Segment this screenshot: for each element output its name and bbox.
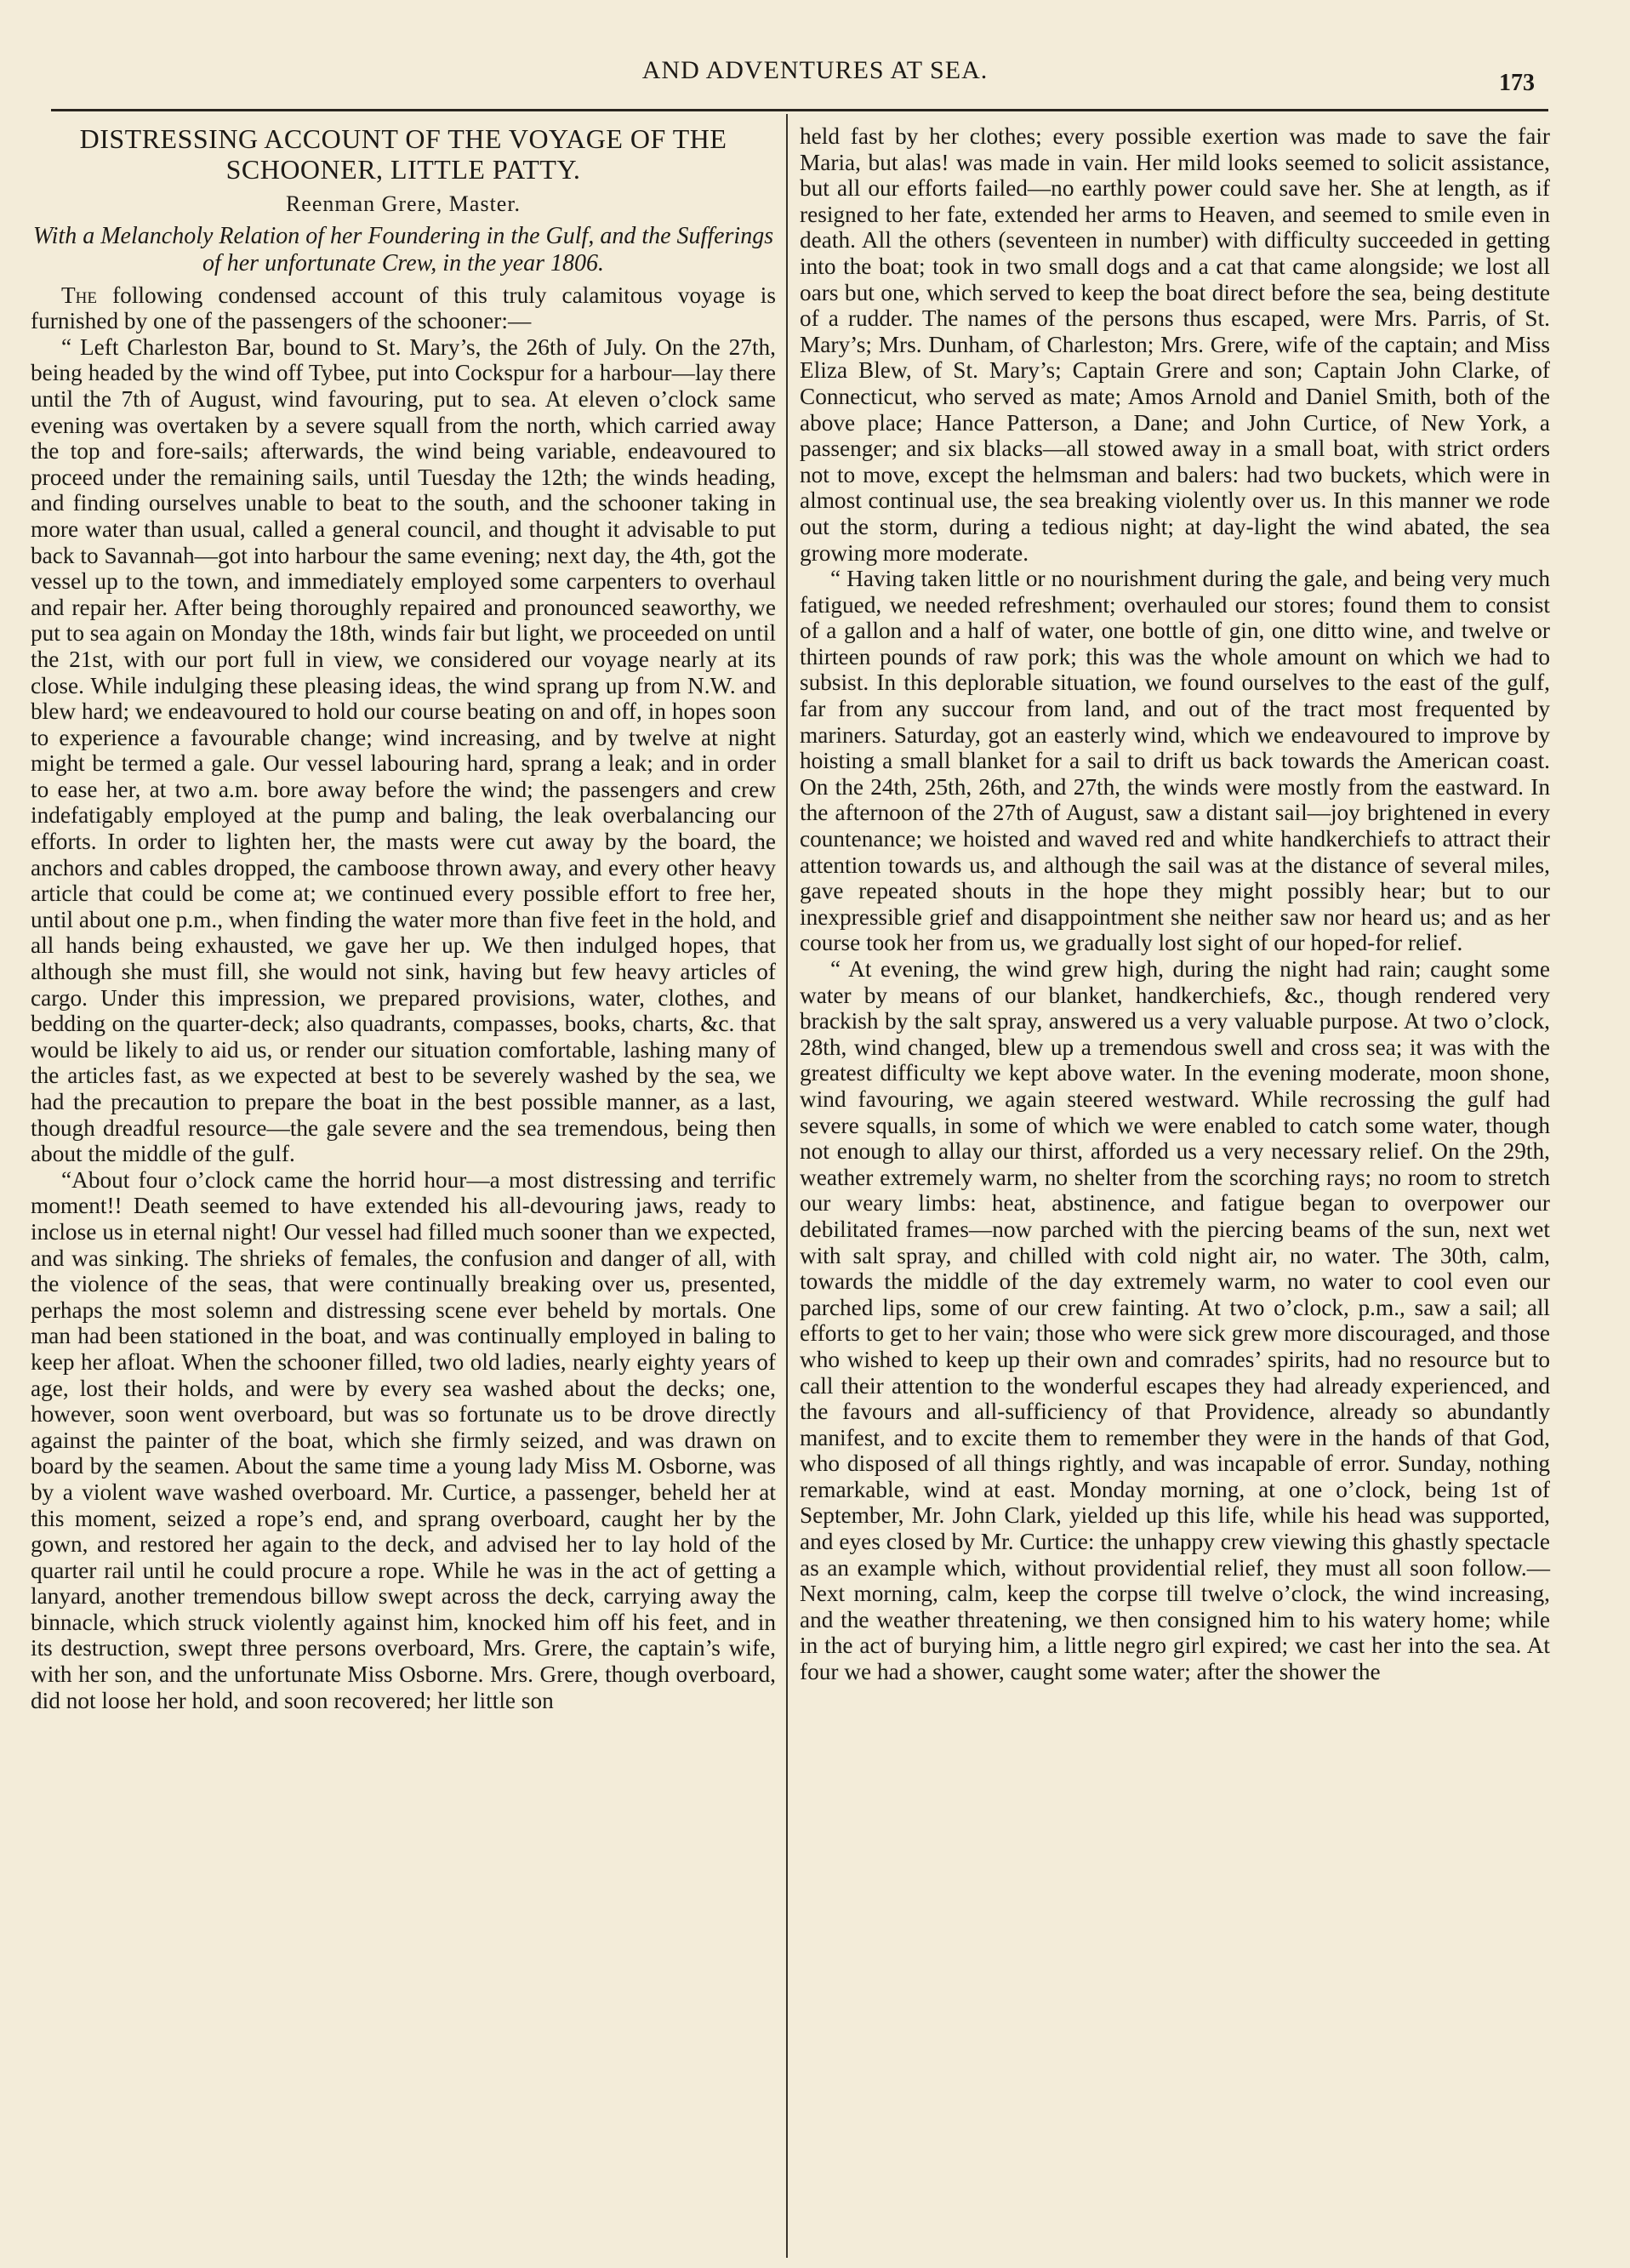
paragraph-lead-word: The <box>61 282 98 308</box>
running-head: AND ADVENTURES AT SEA. <box>641 56 989 84</box>
column-divider <box>786 114 788 2258</box>
left-column <box>31 123 776 1713</box>
article-subtitle: With a Melancholy Relation of her Foundering in the Gulf, and the Sufferings of her unfortunate Crew, in the year 1806. <box>32 222 774 276</box>
article-title-line1: DISTRESSING ACCOUNT OF THE VOYAGE OF THE <box>79 123 727 154</box>
header-rule <box>51 109 1548 111</box>
right-column <box>800 123 1550 1685</box>
paragraph-departure: “ Left Charleston Bar, bound to St. Mary’s, the 26th of July. On the 27th, being headed by the wind off Tybee, put into Cockspur for a harbour—lay there until the 7th of August, wind favouring, put to sea. At eleven o’clock same evening was overtaken by a severe squall from the north, which carried away the top and fore-sails; afterwards, the wind being variable, endeavoured to proceed under the remaining sails, until Tuesday the 12th; the winds heading, and finding ourselves unable to beat to the south, and the schooner taking in more water than usual, called a general council, and thought it advisable to put back to Savannah—got into harbour the same evening; next day, the 4th, got the vessel up to the town, and immediately employed some carpenters to overhaul and repair her. After being thoroughly repaired and pronounced seaworthy, we put to sea again on Monday the 18th, winds fair but light, we proceeded on until the 21st, with our port full in view, we considered our voyage nearly at its close. While indulging these pleasing ideas, the wind sprang up from N.W. and blew hard; we endeavoured to hold our course beating on and off, in hopes soon to experience a favourable change; wind increasing, and by twelve at night might be termed a gale. Our vessel labouring hard, sprang a leak; and in order to ease her, at two a.m. bore away before the wind; the passengers and crew indefatigably employed at the pump and baling, the leak overbalancing our efforts. In order to lighten her, the masts were cut away by the board, the anchors and cables dropped, the camboose thrown away, and every other heavy article that could be come at; we continued every possible effort to free her, until about one p.m., when finding the water more than five feet in the hold, and all hands being exhausted, we gave her up. We then indulged hopes, that although she must fill, she would not sink, having but few heavy articles of cargo. Under this impression, we prepared provisions, water, clothes, and bedding on the quarter-deck; also quadrants, compasses, books, charts, &c. that would be likely to aid us, or render our situation comfortable, lashing many of the articles fast, as we expected at best to be severely washed by the sea, we had the precaution to prepare the boat in the best possible manner, as a last, though dreadful resource—the gale severe and the sea tremendous, being then about the middle of the gulf. <box>31 333 776 1167</box>
article-master-line: Reenman Grere, Master. <box>285 191 521 216</box>
article-title-line2: SCHOONER, LITTLE PATTY. <box>225 154 581 185</box>
paragraph-stores: “ Having taken little or no nourishment during the gale, and being very much fatigued, we needed refreshment; overhauled our stores; found them to consist of a gallon and a half of water, one bottle of gin, one ditto wine, and twelve or thirteen pounds of raw pork; this was the whole amount on which we had to subsist. In this deplorable situation, we found ourselves to the east of the gulf, far from any succour from land, and out of the tract most frequented by mariners. Saturday, got an easterly wind, which we endeavoured to improve by hoisting a small blanket for a sail to drift us back towards the American coast. On the 24th, 25th, 26th, and 27th, the winds were mostly from the eastward. In the afternoon of the 27th of August, saw a distant sail—joy brightened in every countenance; we hoisted and waved red and white handkerchiefs to attract their attention towards us, and although the sail was at the distance of several miles, gave repeated shouts in the hope they might possibly hear; but to our inexpressible grief and disappointment she neither saw nor heard us; and as her course took her from us, we gradually lost sight of our hoped-for relief. <box>800 566 1550 956</box>
paragraph-evening: “ At evening, the wind grew high, during the night had rain; caught some water by means of our blanket, handkerchiefs, &c., though rendered very brackish by the salt spray, answered us a very valuable purpose. At two o’clock, 28th, wind changed, blew up a tremendous swell and cross sea; it was with the greatest difficulty we kept above water. In the evening moderate, moon shone, wind favouring, we again steered westward. While recrossing the gulf had severe squalls, in some of which we were enabled to catch some water, though not enough to allay our thirst, afforded us a very necessary relief. On the 29th, weather extremely warm, no shelter from the scorching rays; no room to stretch our weary limbs: heat, abstinence, and fatigue began to overpower our debilitated frames—now parched with the piercing beams of the sun, next wet with salt spray, and chilled with cold night air, no water. The 30th, calm, towards the middle of the day extremely warm, no water to cool even our parched lips, some of our crew fainting. At two o’clock, p.m., saw a sail; all efforts to get to her vain; those who were sick grew more discouraged, and those who wished to keep up their own and comrades’ spirits, had no resource but to call their attention to the wonderful escapes they had already experienced, and the favours and all-sufficiency of that Providence, already so abundantly manifest, and to excite them to remember they were in the hands of that God, who disposed of all things rightly, and was incapable of error. Sunday, nothing remarkable, wind at east. Monday morning, at one o’clock, being 1st of September, Mr. John Clark, yielded up this life, while his head was supported, and eyes closed by Mr. Curtice: the unhappy crew viewing this ghastly spectacle as an example which, without providential relief, they must all soon follow.—Next morning, calm, keep the corpse till twelve o’clock, the wind increasing, and the weather threatening, we then consigned him to his watery home; while in the act of burying him, a little negro girl expired; we cast her into the sea. At four we had a shower, caught some water; after the shower the <box>800 956 1550 1685</box>
page-number: 173 <box>1499 70 1535 96</box>
article-title <box>31 123 776 185</box>
paragraph-sinking: “About four o’clock came the horrid hour—a most distressing and terrific moment!! Death seemed to have extended his all-devouring jaws, ready to inclose us in eternal night! Our vessel had filled much sooner than we expected, and was sinking. The shrieks of females, the confusion and danger of all, with the violence of the seas, that were continually breaking over us, presented, perhaps the most solemn and distressing scene ever beheld by mortals. One man had been stationed in the boat, and was continually employed in baling to keep her afloat. When the schooner filled, two old ladies, nearly eighty years of age, lost their holds, and were by every sea washed about the decks; one, however, soon went overboard, but was so fortunate us to be drove directly against the painter of the boat, which she firmly seized, and was drawn on board by the seamen. About the same time a young lady Miss M. Osborne, was by a violent wave washed overboard. Mr. Curtice, a passenger, beheld her at this moment, seized a rope’s end, and sprang overboard, caught her by the gown, and restored her again to the deck, and advised her to lay hold of the quarter rail until he could procure a rope. While he was in the act of getting a lanyard, another tremendous billow swept across the deck, carrying away the binnacle, which struck violently against him, knocked him off his feet, and in its destruction, swept three persons overboard, Mrs. Grere, the captain’s wife, with her son, and the unfortunate Miss Osborne. Mrs. Grere, though overboard, did not loose her hold, and soon recovered; her little son <box>31 1166 776 1713</box>
paragraph-sinking-continued: held fast by her clothes; every possible exertion was made to save the fair Maria, but alas! was made in vain. Her mild looks seemed to solicit assistance, but all our efforts failed—no earthly power could save her. She at length, as if resigned to her fate, extended her arms to Heaven, and seemed to smile even in death. All the others (seventeen in number) with difficulty succeeded in getting into the boat; took in two small dogs and a cat that came alongside; we lost all oars but one, which served to keep the boat direct before the sea, being destitute of a rudder. The names of the persons thus escaped, were Mrs. Parris, of St. Mary’s; Mrs. Dunham, of Charleston; Mrs. Grere, wife of the captain; and Miss Eliza Blew, of St. Mary’s; Captain Grere and son; Captain John Clarke, of Connecticut, who served as mate; Amos Arnold and Daniel Smith, both of the above place; Hance Patterson, a Dane; and John Curtice, of New York, a passenger; and six blacks—all stowed away in a small boat, with strict orders not to move, except the helmsman and balers: had two buckets, which were in almost continual use, the sea breaking violently over us. In this manner we rode out the storm, during a tedious night; at day-light the wind abated, the sea growing more moderate. <box>800 123 1550 566</box>
paragraph-intro <box>31 282 776 334</box>
paragraph-intro-text: following condensed account of this truly calamitous voyage is furnished by one of the passengers of the schooner:— <box>31 282 776 334</box>
